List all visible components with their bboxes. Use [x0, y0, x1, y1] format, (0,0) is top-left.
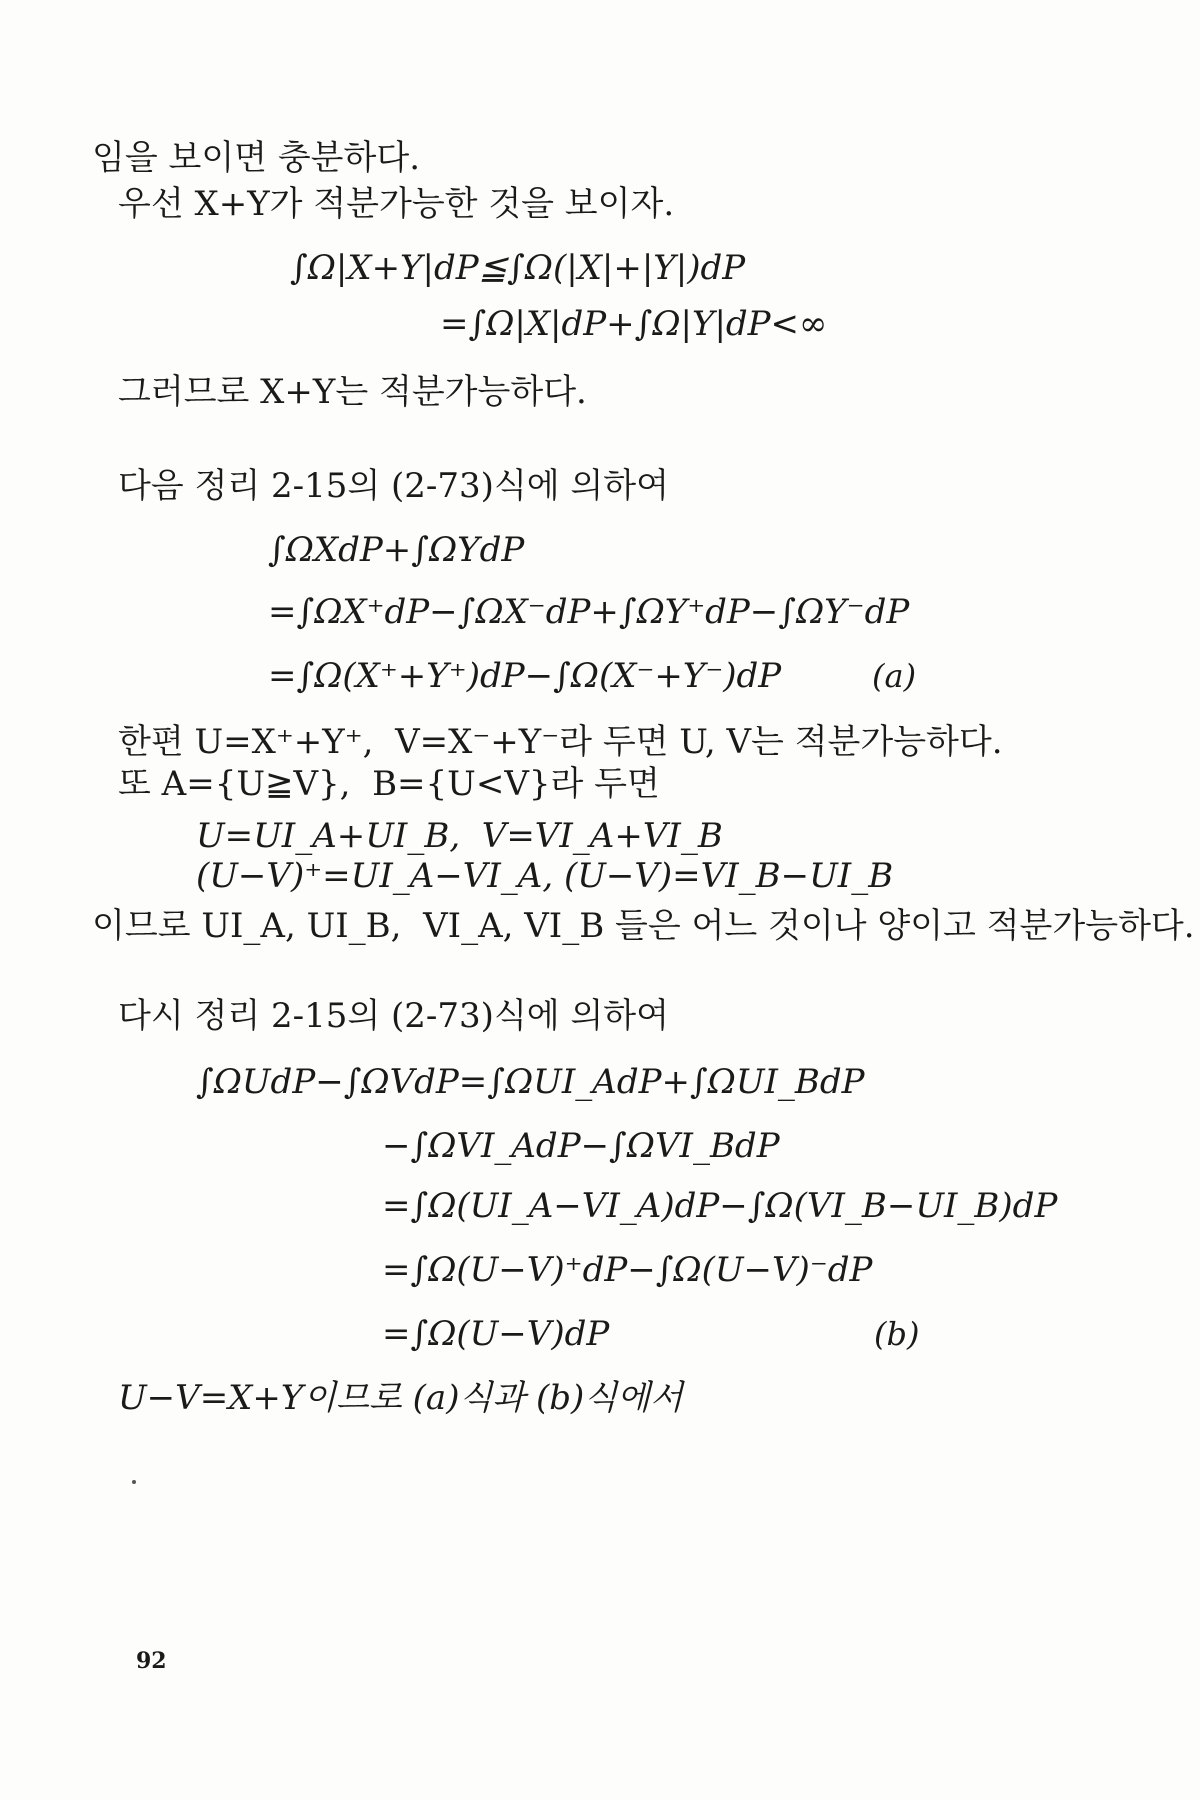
text-line: 한편 U=X⁺+Y⁺, V=X⁻+Y⁻라 두면 U, V는 적분가능하다. [118, 722, 1003, 762]
text-line: 또 A={U≧V}, B={U<V}라 두면 [118, 764, 660, 804]
text-line: 우선 X+Y가 적분가능한 것을 보이자. [118, 184, 675, 224]
math-line: =∫Ω(U−V)dP [382, 1314, 610, 1354]
stray-mark [132, 1480, 136, 1484]
text-line: U−V=X+Y이므로 (a)식과 (b)식에서 [118, 1378, 683, 1418]
page-number: 92 [136, 1648, 167, 1674]
math-line: ∫Ω|X+Y|dP≦∫Ω(|X|+|Y|)dP [290, 248, 746, 288]
equation-tag-b: (b) [874, 1315, 920, 1353]
equation-tag-a: (a) [872, 657, 917, 695]
text-line: 임을 보이면 충분하다. [92, 138, 421, 178]
math-line: −∫ΩVI_AdP−∫ΩVI_BdP [382, 1126, 780, 1166]
text-line: 다음 정리 2-15의 (2-73)식에 의하여 [118, 466, 669, 506]
math-line: =∫Ω(UI_A−VI_A)dP−∫Ω(VI_B−UI_B)dP [382, 1186, 1058, 1226]
math-line: U=UI_A+UI_B, V=VI_A+VI_B [196, 816, 723, 856]
math-line: ∫ΩUdP−∫ΩVdP=∫ΩUI_AdP+∫ΩUI_BdP [196, 1062, 865, 1102]
math-line: =∫Ω|X|dP+∫Ω|Y|dP<∞ [440, 304, 828, 344]
math-line: ∫ΩXdP+∫ΩYdP [268, 530, 525, 570]
math-line: =∫Ω(U−V)⁺dP−∫Ω(U−V)⁻dP [382, 1250, 873, 1290]
text-line: 다시 정리 2-15의 (2-73)식에 의하여 [118, 996, 669, 1036]
text-line: 그러므로 X+Y는 적분가능하다. [118, 372, 587, 412]
math-line: =∫ΩX⁺dP−∫ΩX⁻dP+∫ΩY⁺dP−∫ΩY⁻dP [268, 592, 910, 632]
math-line: =∫Ω(X⁺+Y⁺)dP−∫Ω(X⁻+Y⁻)dP [268, 656, 782, 696]
text-line: 이므로 UI_A, UI_B, VI_A, VI_B 들은 어느 것이나 양이고 적분가능하다. [92, 906, 1195, 946]
math-line: (U−V)⁺=UI_A−VI_A, (U−V)=VI_B−UI_B [196, 856, 894, 896]
